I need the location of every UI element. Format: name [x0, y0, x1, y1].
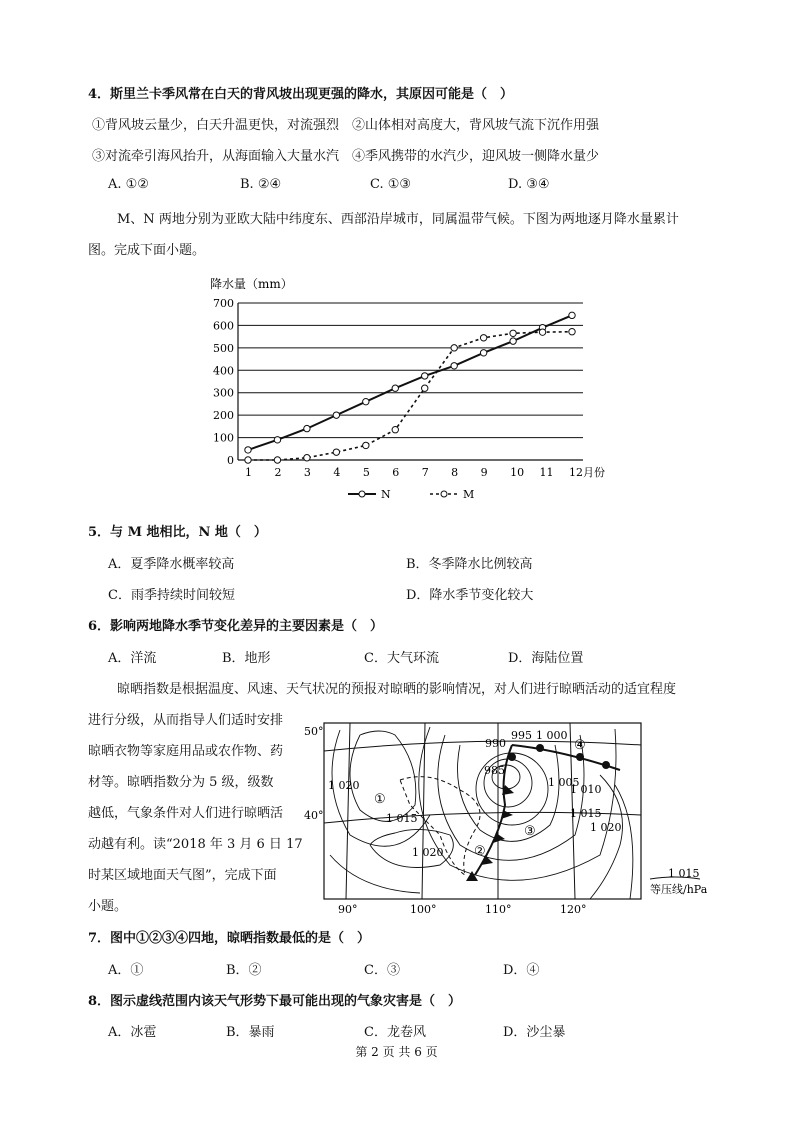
chart-xtick-label: 7 [421, 466, 429, 479]
intro-mn-line1: M、N 两地分别为亚欧大陆中纬度东、西部沿岸城市，同属温带气候。下图为两地逐月降水量累计 [117, 212, 679, 227]
chart-point-N [304, 425, 310, 431]
q4-option-b[interactable]: B. ②④ [240, 177, 282, 192]
q6-option-b[interactable]: B．地形 [222, 651, 271, 666]
lat-label-40: 40° [304, 809, 324, 822]
q6-option-d[interactable]: D．海陆位置 [508, 651, 584, 666]
q5-option-b[interactable]: B．冬季降水比例较高 [406, 557, 533, 572]
chart-ytick-label: 300 [213, 386, 234, 400]
chart-point-N [480, 350, 486, 356]
chart-ytick-label: 600 [213, 319, 234, 333]
q7-option-b[interactable]: B．② [226, 963, 262, 978]
q6-stem: 6．影响两地降水季节变化差异的主要因素是（ ） [88, 619, 384, 634]
q4-line2: ③对流牵引海风抬升，从海面输入大量水汽 ④季风携带的水汽少，迎风坡一侧降水量少 [92, 149, 600, 164]
legend-isobar-value: 1 015 [668, 867, 700, 880]
q8-option-c[interactable]: C．龙卷风 [364, 1025, 426, 1040]
isobar-label-1020-south: 1 020 [412, 846, 444, 859]
chart-point-M [510, 330, 516, 336]
chart-point-M [392, 427, 398, 433]
chart-legend-marker-N [359, 491, 365, 497]
isobar-label-1020-west: 1 020 [328, 779, 360, 792]
point-4: ④ [574, 738, 586, 753]
intro-sun-line8: 小题。 [88, 899, 128, 914]
intro-sun-line2: 进行分级，从而指导人们适时安排 [88, 713, 284, 728]
q7-stem: 7．图中①②③④四地，晾晒指数最低的是（ ） [88, 931, 371, 946]
chart-ytick-label: 100 [213, 431, 234, 445]
intro-sun-line7: 时某区域地面天气图”，完成下面 [88, 868, 277, 883]
chart-ytick-label: 200 [213, 409, 234, 423]
chart-xtick-label: 3 [303, 466, 311, 479]
chart-ytick-label: 500 [213, 341, 234, 355]
point-2: ② [474, 844, 486, 859]
point-1: ① [374, 792, 386, 807]
q6-option-c[interactable]: C．大气环流 [364, 651, 439, 666]
chart-point-M [304, 455, 310, 461]
chart-series-N-line [248, 315, 572, 450]
chart-ytick-label: 0 [227, 454, 234, 467]
chart-point-N [569, 312, 575, 318]
q4-option-d[interactable]: D. ③④ [508, 177, 550, 192]
isobar-label-1015-west: 1 015 [386, 812, 418, 825]
chart-point-N [510, 338, 516, 344]
intro-mn-line2: 图。完成下面小题。 [88, 243, 206, 258]
chart-point-N [274, 437, 280, 443]
isobar-label-990: 990 [485, 737, 506, 750]
chart-xtick-label: 4 [333, 466, 341, 479]
chart-point-M [480, 335, 486, 341]
lon-label-110: 110° [485, 903, 512, 916]
intro-sun-line6: 动越有利。读“2018 年 3 月 6 日 17 [88, 837, 303, 852]
q4-option-c[interactable]: C. ①③ [370, 177, 412, 192]
chart-point-M [245, 457, 251, 463]
lon-label-90: 90° [338, 903, 358, 916]
chart-point-M [274, 457, 280, 463]
intro-sun-line3: 晾晒衣物等家庭用品或农作物、药 [88, 744, 284, 759]
isobar-label-985: 985 [484, 764, 505, 777]
q7-option-c[interactable]: C．③ [364, 963, 400, 978]
point-3: ③ [524, 824, 536, 839]
q4-stem: 4．斯里兰卡季风常在白天的背风坡出现更强的降水，其原因可能是（ ） [88, 87, 514, 102]
chart-xtick-label: 5 [362, 466, 370, 479]
chart-xtick-label: 12月份 [569, 466, 605, 479]
q5-stem: 5．与 M 地相比，N 地（ ） [88, 525, 267, 540]
chart-xtick-label: 9 [480, 466, 488, 479]
chart-legend-label-N: N [381, 488, 391, 501]
intro-sun-line5: 越低，气象条件对人们进行晾晒活 [88, 806, 284, 821]
chart-xtick-label: 6 [392, 466, 400, 479]
isobar-label-1010: 1 010 [570, 783, 602, 796]
chart-xtick-label: 11 [539, 466, 554, 479]
isobar-label-1015-east: 1 015 [570, 807, 602, 820]
q5-option-d[interactable]: D．降水季节变化较大 [406, 588, 534, 603]
chart-ytick-label: 700 [213, 297, 234, 310]
chart-xtick-label: 8 [451, 466, 459, 479]
chart-point-M [451, 345, 457, 351]
lat-label-50: 50° [304, 725, 324, 738]
lon-label-100: 100° [410, 903, 437, 916]
q5-option-a[interactable]: A．夏季降水概率较高 [108, 557, 235, 572]
chart-point-N [363, 398, 369, 404]
chart-ytick-label: 400 [213, 364, 234, 378]
chart-xtick-label: 2 [274, 466, 282, 479]
legend-isobar-text: 等压线/hPa [650, 883, 708, 896]
chart-point-N [333, 412, 339, 418]
chart-xtick-label: 10 [510, 466, 525, 479]
page-footer: 第 2 页 共 6 页 [355, 1045, 438, 1059]
q7-option-a[interactable]: A．① [108, 963, 144, 978]
q7-option-d[interactable]: D．④ [503, 963, 540, 978]
chart-point-N [392, 385, 398, 391]
q8-option-d[interactable]: D．沙尘暴 [503, 1025, 566, 1040]
isobar-label-995: 995 [511, 729, 532, 742]
q8-option-a[interactable]: A．冰雹 [108, 1025, 157, 1040]
chart-point-M [422, 385, 428, 391]
isobar-label-1005: 1 005 [548, 776, 580, 789]
intro-sun-line4: 材等。晾晒指数分为 5 级，级数 [88, 775, 274, 790]
chart-point-N [245, 447, 251, 453]
chart-xtick-label: 1 [245, 466, 252, 479]
chart-legend-marker-M [441, 491, 447, 497]
q6-option-a[interactable]: A．洋流 [108, 651, 157, 666]
q4-option-a[interactable]: A. ①② [108, 177, 149, 192]
weather-map [300, 715, 730, 920]
chart-point-N [451, 363, 457, 369]
chart-point-M [333, 449, 339, 455]
q4-line1: ①背风坡云量少，白天升温更快，对流强烈 ②山体相对高度大，背风坡气流下沉作用强 [92, 118, 600, 133]
intro-sun-line1: 晾晒指数是根据温度、风速、天气状况的预报对晾晒的影响情况，对人们进行晾晒活动的适宜程度 [117, 682, 677, 697]
q8-option-b[interactable]: B．暴雨 [226, 1025, 275, 1040]
precipitation-chart [200, 270, 620, 510]
q8-stem: 8．图示虚线范围内该天气形势下最可能出现的气象灾害是（ ） [88, 994, 462, 1009]
isobar-label-1020-east: 1 020 [590, 821, 622, 834]
chart-point-N [422, 373, 428, 379]
isobar-label-1000: 1 000 [536, 729, 568, 742]
lon-label-120: 120° [560, 903, 587, 916]
chart-ylabel: 降水量（mm） [210, 277, 293, 291]
q5-option-c[interactable]: C．雨季持续时间较短 [108, 588, 235, 603]
chart-series-M-line [248, 332, 572, 460]
chart-point-M [539, 329, 545, 335]
chart-point-M [363, 442, 369, 448]
chart-point-M [569, 329, 575, 335]
chart-legend-label-M: M [463, 488, 475, 501]
